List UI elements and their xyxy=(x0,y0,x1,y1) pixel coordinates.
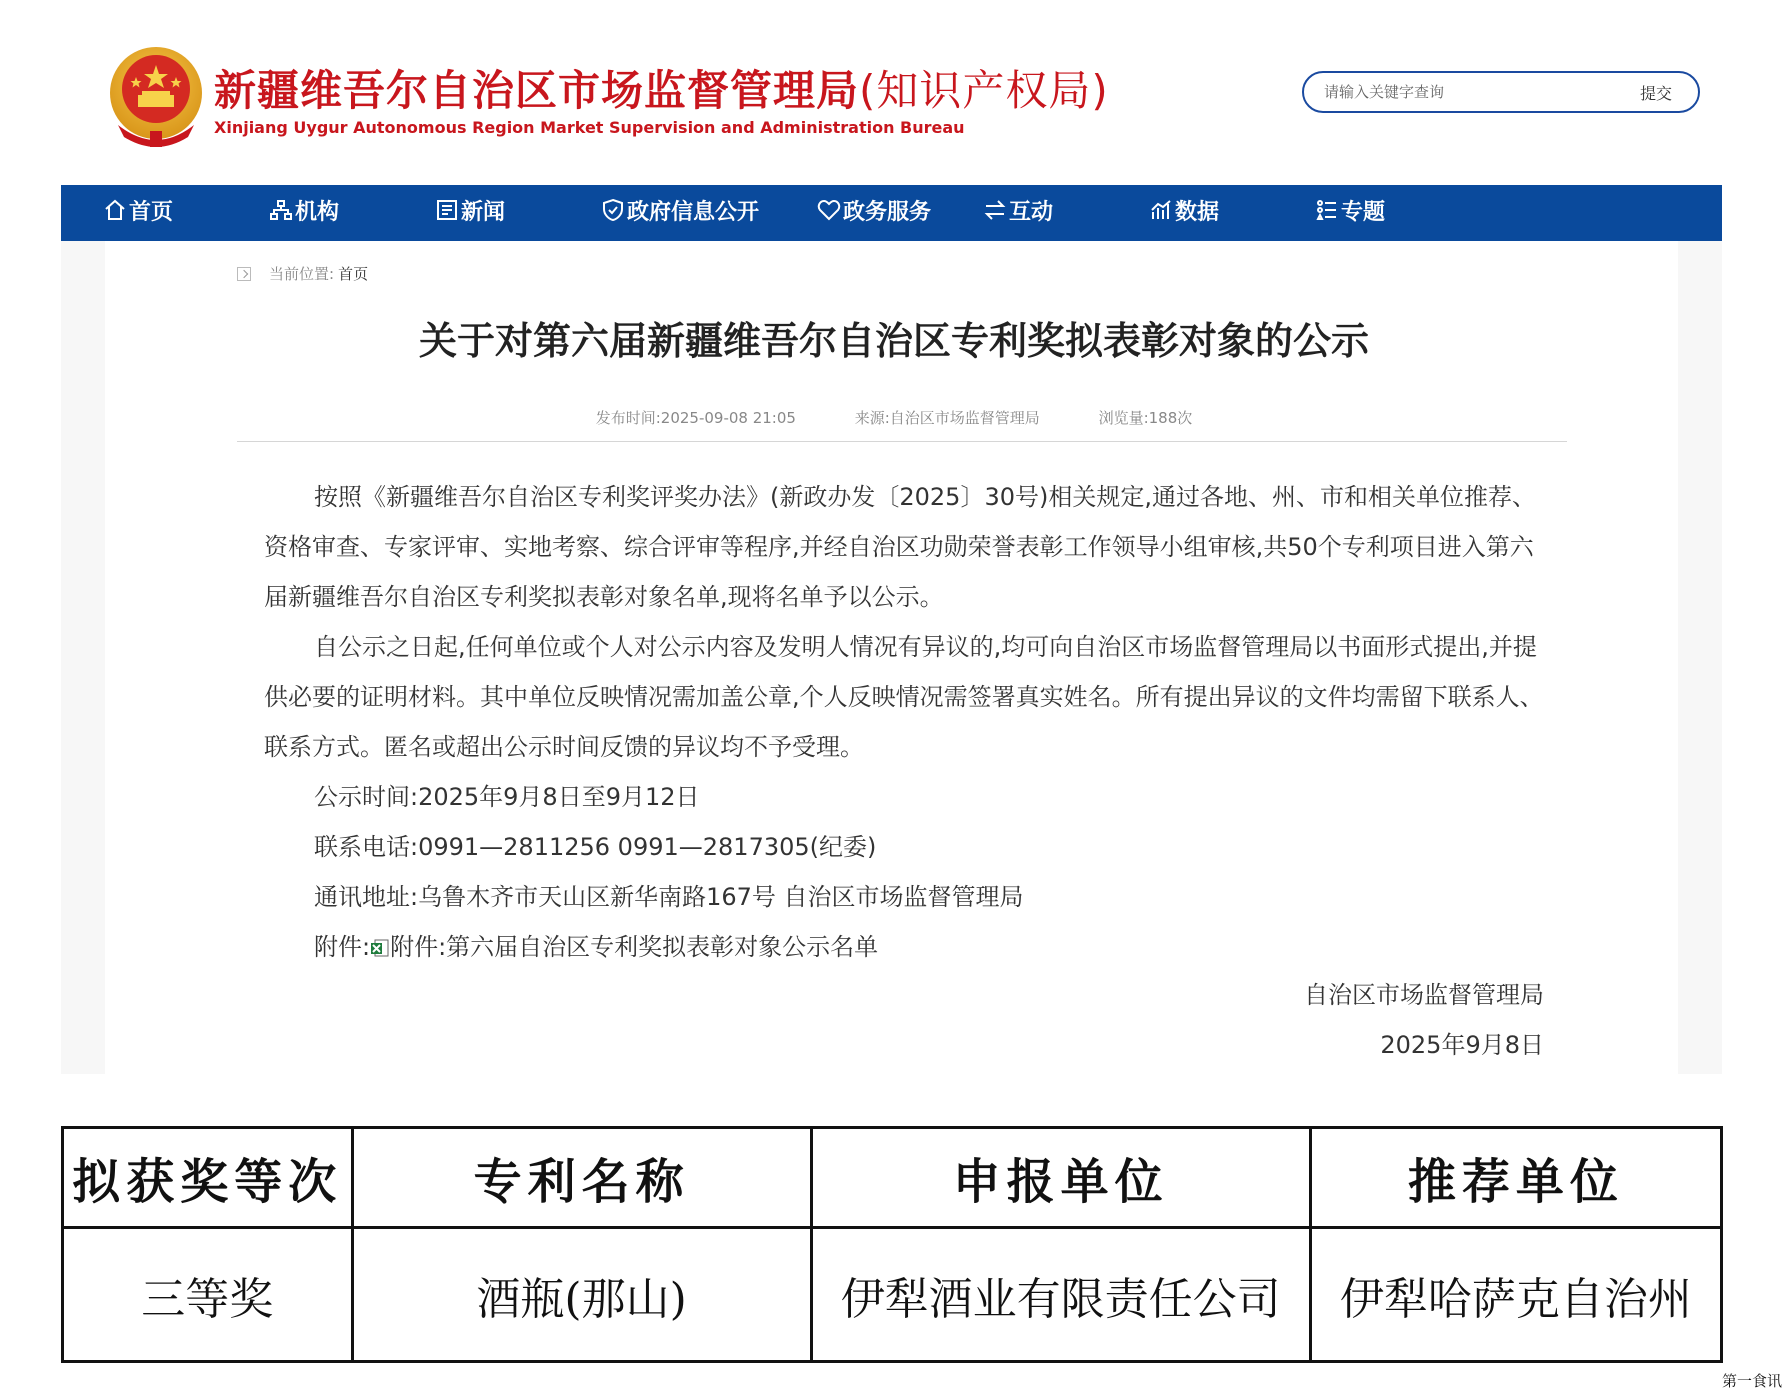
table-cell: 三等奖 xyxy=(63,1228,353,1362)
site-title-english: Xinjiang Uygur Autonomous Region Market Supervision and Administration Bureau xyxy=(214,118,965,137)
nav-item-services[interactable] xyxy=(817,185,931,241)
nav-item-gov-info[interactable] xyxy=(601,185,759,241)
nav-item-data[interactable] xyxy=(1149,185,1219,241)
article-body xyxy=(264,472,1544,972)
view-count: 浏览量:188次 xyxy=(1098,409,1193,427)
table-cell: 酒瓶(那山) xyxy=(352,1228,811,1362)
title-divider xyxy=(237,441,1567,442)
watermark: 第一食讯 xyxy=(1721,1372,1782,1390)
article-title: 关于对第六届新疆维吾尔自治区专利奖拟表彰对象的公示 xyxy=(418,319,1369,363)
nav-label: 专题 xyxy=(1341,200,1386,225)
breadcrumb-home-link[interactable]: 首页 xyxy=(338,265,369,283)
breadcrumb-prefix: 当前位置: xyxy=(269,265,335,283)
contact-address: 通讯地址:乌鲁木齐市天山区新华南路167号 自治区市场监督管理局 xyxy=(314,883,1024,911)
site-title-sub: (知识产权局) xyxy=(859,66,1109,115)
search-input[interactable] xyxy=(1324,81,1614,103)
heart-icon xyxy=(817,198,841,222)
table-row xyxy=(63,1228,1722,1362)
org-icon xyxy=(269,198,293,222)
table-header-cell: 专利名称 xyxy=(352,1128,811,1228)
award-table xyxy=(61,1126,1723,1363)
nav-label: 政府信息公开 xyxy=(627,200,760,225)
exchange-icon xyxy=(983,198,1007,222)
main-nav xyxy=(61,185,1722,241)
table-cell: 伊犁酒业有限责任公司 xyxy=(811,1228,1310,1362)
publish-time: 发布时间:2025-09-08 21:05 xyxy=(595,409,796,427)
site-header xyxy=(0,0,1788,185)
table-header-cell: 申报单位 xyxy=(811,1128,1310,1228)
nav-item-interaction[interactable] xyxy=(983,185,1053,241)
nav-item-news[interactable] xyxy=(435,185,505,241)
nav-item-org[interactable] xyxy=(269,185,339,241)
signature-date: 2025年9月8日 xyxy=(1380,1031,1544,1059)
attachment-label: 附件: xyxy=(314,933,371,961)
nav-item-topics[interactable] xyxy=(1315,185,1385,241)
chart-icon xyxy=(1149,198,1173,222)
breadcrumb xyxy=(237,263,368,284)
news-icon xyxy=(435,198,459,222)
table-header-cell: 拟获奖等次 xyxy=(63,1128,353,1228)
site-title-main: 新疆维吾尔自治区市场监督管理局 xyxy=(214,66,860,115)
nav-label: 新闻 xyxy=(461,200,506,225)
excel-file-icon xyxy=(370,938,390,958)
home-icon xyxy=(103,198,127,222)
nav-label: 机构 xyxy=(295,200,340,225)
paragraph-1: 按照《新疆维吾尔自治区专利奖评奖办法》(新政办发〔2025〕30号)相关规定,通过各地、州、市和相关单位推荐、资格审查、专家评审、实地考察、综合评审等程序,并经自治区功勋荣誉表彰工作领导小组审核,共50个专利项目进入第六届新疆维吾尔自治区专利奖拟表彰对象名单,现将名单予以公示。 xyxy=(264,483,1536,611)
search-box xyxy=(1302,71,1700,113)
attachment-line xyxy=(264,922,1544,972)
paragraph-2: 自公示之日起,任何单位或个人对公示内容及发明人情况有异议的,均可向自治区市场监督管理局以书面形式提出,并提供必要的证明材料。其中单位反映情况需加盖公章,个人反映情况需签署真实姓名。所有提出异议的文件均需留下联系人、联系方式。匿名或超出公示时间反馈的异议均不予受理。 xyxy=(264,633,1544,761)
notice-time: 公示时间:2025年9月8日至9月12日 xyxy=(314,783,700,811)
nav-label: 政务服务 xyxy=(843,200,932,225)
attachment-link[interactable]: 附件:第六届自治区专利奖拟表彰对象公示名单 xyxy=(390,933,879,961)
shield-icon xyxy=(601,198,625,222)
location-icon xyxy=(237,267,251,281)
article-source: 来源:自治区市场监督管理局 xyxy=(854,409,1040,427)
nav-label: 互动 xyxy=(1009,200,1054,225)
list-icon xyxy=(1315,198,1339,222)
nav-label: 数据 xyxy=(1175,200,1220,225)
search-submit-button[interactable]: 提交 xyxy=(1640,84,1673,103)
table-cell: 伊犁哈萨克自治州 xyxy=(1310,1228,1721,1362)
table-header-row xyxy=(63,1128,1722,1228)
site-title[interactable] xyxy=(214,58,1109,118)
national-emblem-icon[interactable] xyxy=(108,45,204,149)
article-meta xyxy=(0,407,1788,428)
signature-org: 自治区市场监督管理局 xyxy=(1304,981,1544,1009)
table-header-cell: 推荐单位 xyxy=(1310,1128,1721,1228)
nav-label: 首页 xyxy=(129,200,174,225)
contact-phone: 联系电话:0991—2811256 0991—2817305(纪委) xyxy=(314,833,877,861)
nav-item-home[interactable] xyxy=(103,185,173,241)
